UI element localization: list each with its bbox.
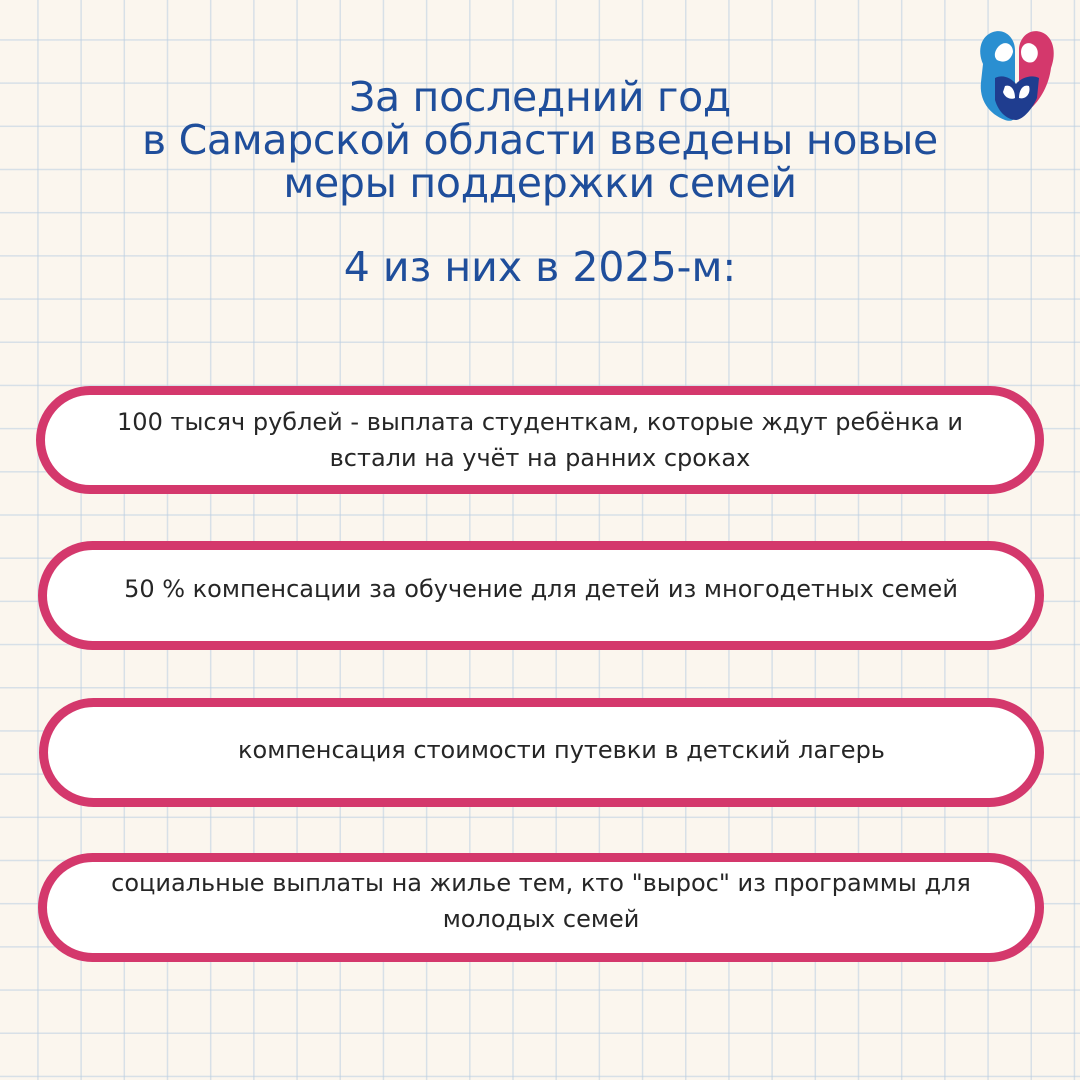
page-title-line-3: меры поддержки семей xyxy=(283,159,797,207)
measure-text-3: компенсация стоимости путевки в детский лагерь xyxy=(238,735,885,764)
page-title-line-2: в Самарской области введены новые xyxy=(142,116,938,164)
page-title-line-1: За последний год xyxy=(349,73,731,121)
measure-card-2 xyxy=(38,541,1044,650)
measure-text-2: 50 % компенсации за обучение для детей из многодетных семей xyxy=(124,574,958,603)
measure-card-3 xyxy=(39,698,1044,807)
measure-text-1: 100 тысяч рублей - выплата студенткам, которые ждут ребёнка и встали на учёт на ранних сроках xyxy=(117,408,963,472)
page-subtitle: 4 из них в 2025-м: xyxy=(343,243,737,291)
measure-text-4: социальные выплаты на жилье тем, кто "вырос" из программы для молодых семей xyxy=(111,868,971,933)
owl-logo-icon xyxy=(975,20,1057,124)
measure-card-4 xyxy=(38,853,1044,962)
measure-card-1 xyxy=(36,386,1044,494)
